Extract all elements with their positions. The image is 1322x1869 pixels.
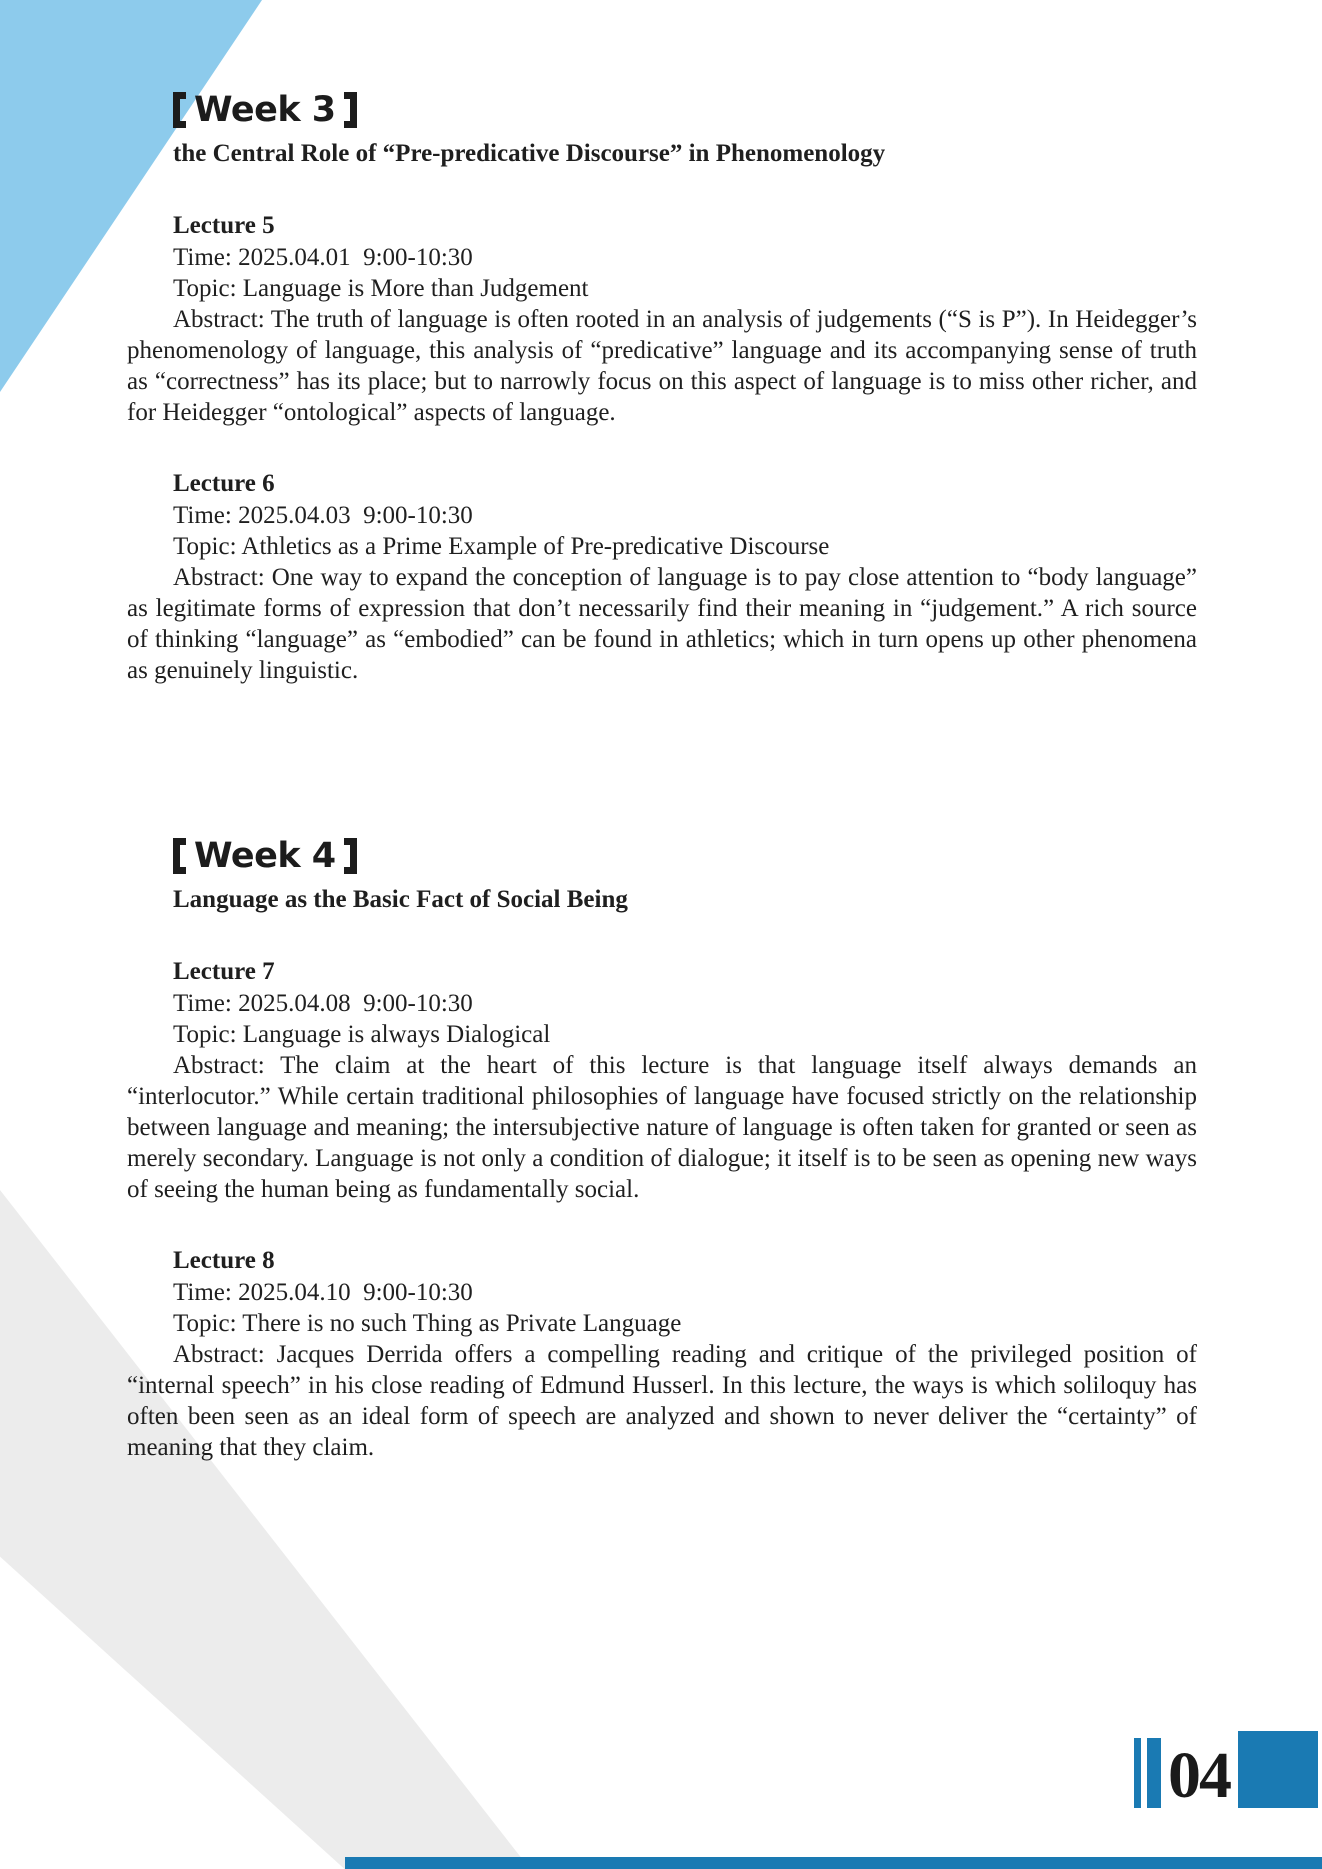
lecture-7-title: Lecture 7 [173,958,275,985]
lecture-5-block [127,210,1197,428]
lecture-8-block [127,1245,1197,1463]
week-3-subtitle: the Central Role of “Pre-predicative Discourse” in Phenomenology [173,140,886,167]
week-3-heading [173,88,1197,132]
week-4-heading [173,834,1197,878]
week-4-subtitle: Language as the Basic Fact of Social Being [173,886,628,913]
page-number: 04 [1168,1739,1230,1813]
week-4-section [127,834,1197,1463]
week-3-heading-label: Week 3 [194,90,336,130]
left-lenticular-bracket-icon [173,838,186,874]
bottom-blue-bar-decoration [345,1857,1322,1869]
right-lenticular-bracket-icon [344,838,357,874]
left-lenticular-bracket-icon [173,92,186,128]
week-4-heading-label: Week 4 [194,836,336,876]
week-3-section [127,88,1197,686]
footer-thick-bar-decoration [1147,1738,1161,1808]
page-footer [1134,1731,1318,1813]
lecture-7-topic: Topic: Language is always Dialogical [173,1021,551,1048]
lecture-8-time: Time: 2025.04.10 9:00-10:30 [173,1279,473,1306]
lecture-6-title: Lecture 6 [173,470,275,497]
lecture-6-time: Time: 2025.04.03 9:00-10:30 [173,502,473,529]
page-content [127,88,1197,1463]
lecture-5-topic: Topic: Language is More than Judgement [173,275,589,302]
lecture-7-block [127,956,1197,1205]
right-lenticular-bracket-icon [344,92,357,128]
lecture-8-topic: Topic: There is no such Thing as Private Language [173,1310,682,1337]
footer-blue-square-decoration [1238,1731,1318,1808]
lecture-5-time: Time: 2025.04.01 9:00-10:30 [173,244,473,271]
lecture-5-abstract: Abstract: The truth of language is often rooted in an analysis of judgements (“S is P”). In Heidegger’s phenomenology of language, this analysis of “predicative” language and its accompanying sense of truth as “correctness” has its place; but to narrowly focus on this aspect of language is to miss other richer, and for Heidegger “ontological” aspects of language. [127,306,1197,426]
lecture-7-abstract: Abstract: The claim at the heart of this lecture is that language itself always demands an “interlocutor.” While certain traditional philosophies of language have focused strictly on the relationship between language and meaning; the intersubjective nature of language is often taken for granted or seen as merely secondary. Language is not only a condition of dialogue; it itself is to be seen as opening new ways of seeing the human being as fundamentally social. [127,1052,1197,1203]
footer-thin-bar-decoration [1134,1738,1141,1808]
lecture-8-title: Lecture 8 [173,1247,275,1274]
lecture-6-block [127,468,1197,686]
lecture-6-abstract: Abstract: One way to expand the conception of language is to pay close attention to “body language” as legitimate forms of expression that don’t necessarily find their meaning in “judgement.” A rich source of thinking “language” as “embodied” can be found in athletics; which in turn opens up other phenomena as genuinely linguistic. [127,564,1197,684]
lecture-5-title: Lecture 5 [173,212,275,239]
lecture-7-time: Time: 2025.04.08 9:00-10:30 [173,990,473,1017]
lecture-6-topic: Topic: Athletics as a Prime Example of Pre-predicative Discourse [173,533,830,560]
lecture-8-abstract: Abstract: Jacques Derrida offers a compelling reading and critique of the privileged position of “internal speech” in his close reading of Edmund Husserl. In this lecture, the ways is which soliloquy has often been seen as an ideal form of speech are analyzed and shown to never deliver the “certainty” of meaning that they claim. [127,1341,1197,1461]
